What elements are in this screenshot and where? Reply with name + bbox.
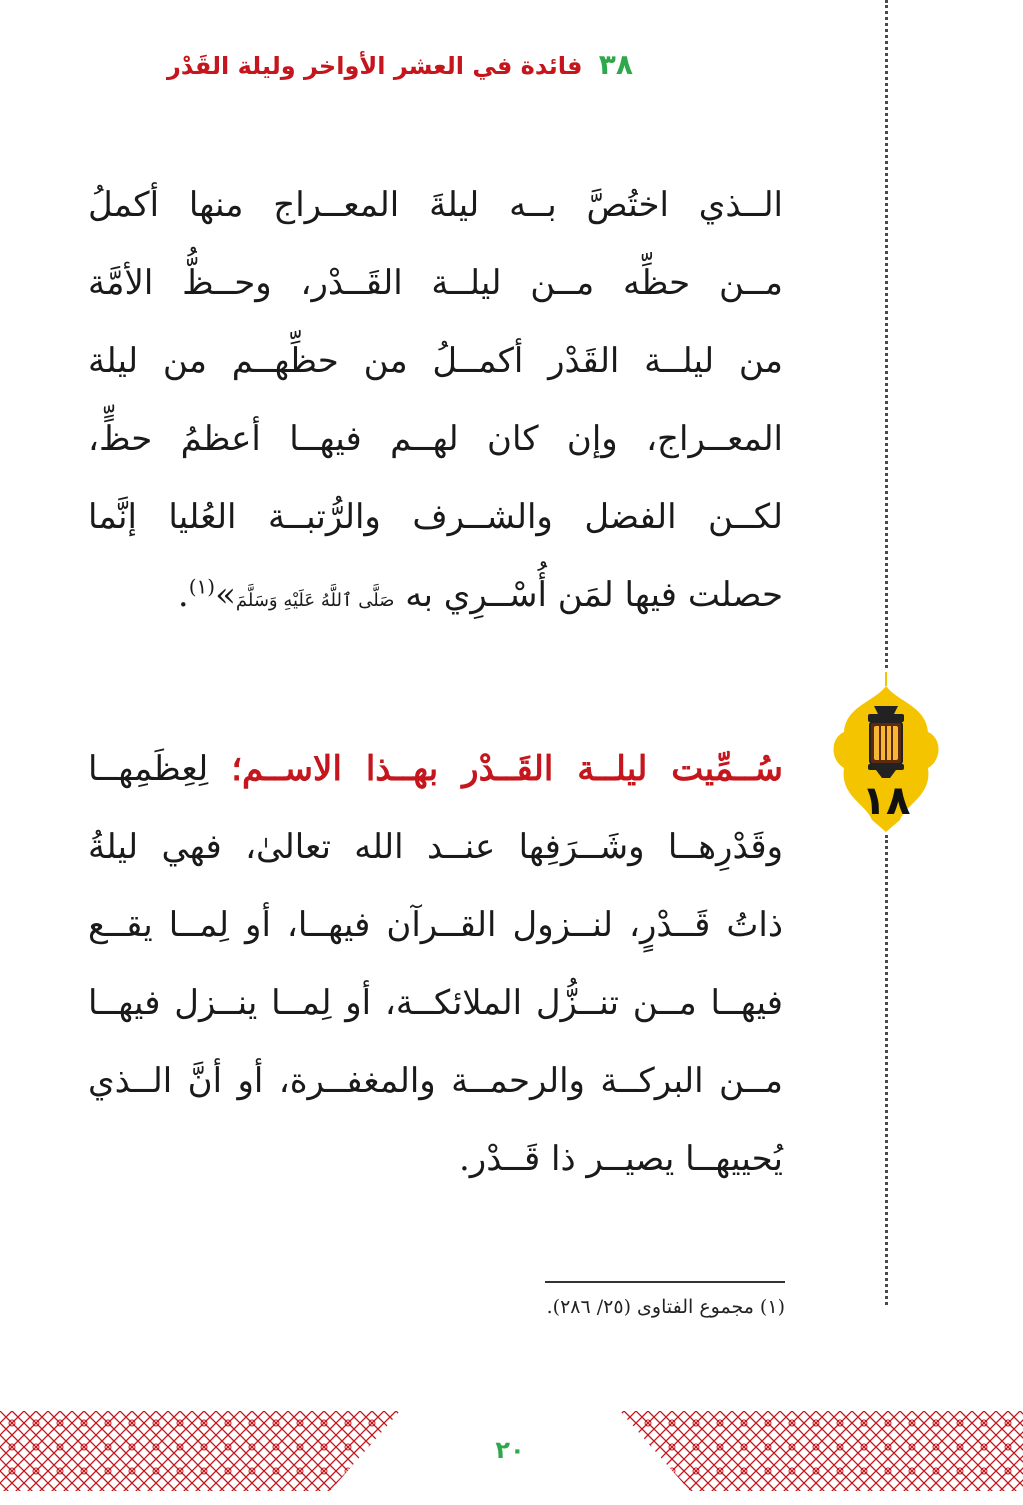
badge-number: ١٨	[861, 778, 911, 824]
sentence-end: .	[177, 575, 189, 615]
section-badge	[828, 672, 944, 840]
margin-dotted-line	[885, 0, 888, 668]
text-line: الــذي اختُصَّ بــه ليلةَ المعــراج منها أكملُ	[88, 185, 783, 225]
header-title: فائدة في العشر الأواخر وليلة القَدْر	[167, 52, 583, 80]
decorative-pattern-left	[0, 1411, 480, 1491]
header-number: ٣٨	[598, 48, 633, 81]
paragraph-2	[88, 730, 783, 1198]
margin-dotted-line-lower	[885, 835, 888, 1305]
last-line-text: حصلت فيها لمَن أُسْــرِي به	[405, 575, 783, 615]
section-heading: سُــمِّيت ليلــة القَــدْر بهــذا الاســم؛	[231, 749, 784, 789]
footnote-ref[interactable]: (١)	[188, 574, 216, 599]
heading-rest: لِعِظَمِهــا	[88, 749, 209, 789]
text-line: مــن البركــة والرحمــة والمغفــرة، أو أنَّ الــذي	[88, 1061, 783, 1101]
page-number: ٢٠	[495, 1436, 525, 1464]
text-line: من ليلــة القَدْر أكمــلُ من حظِّهــم من ليلة	[88, 341, 783, 381]
close-quote: »	[215, 575, 236, 615]
text-line: المعــراج، وإن كان لهــم فيهــا أعظمُ حظٍّ،	[88, 419, 783, 459]
text-line-heading	[88, 730, 783, 808]
text-line: ذاتُ قَــدْرٍ، لنــزول القــرآن فيهــا، أو لِمــا يقــع	[88, 905, 783, 945]
honorific: صَلَّى ٱللَّهُ عَلَيْهِ وَسَلَّمَ	[235, 590, 395, 611]
footnote: (١) مجموع الفتاوى (٢٥/ ٢٨٦).	[546, 1296, 785, 1318]
text-line: وقَدْرِهــا وشَــرَفِها عنــد الله تعالىٰ، فهي ليلةُ	[88, 827, 783, 867]
text-line: مــن حظِّه مــن ليلــة القَــدْر، وحــظُّ الأمَّة	[88, 263, 783, 303]
decorative-pattern-right	[540, 1411, 1023, 1491]
paragraph-1	[88, 166, 783, 634]
footnote-separator	[545, 1281, 785, 1283]
text-line: لكــن الفضل والشــرف والرُّتبــة العُليا إنَّما	[88, 497, 783, 537]
text-line: فيهــا مــن تنــزُّل الملائكــة، أو لِمــا ينــزل فيهــا	[88, 983, 783, 1023]
running-header	[150, 48, 650, 81]
text-line-last: يُحييهــا يصيــر ذا قَــدْر.	[458, 1139, 783, 1179]
text-line-last	[88, 556, 783, 634]
